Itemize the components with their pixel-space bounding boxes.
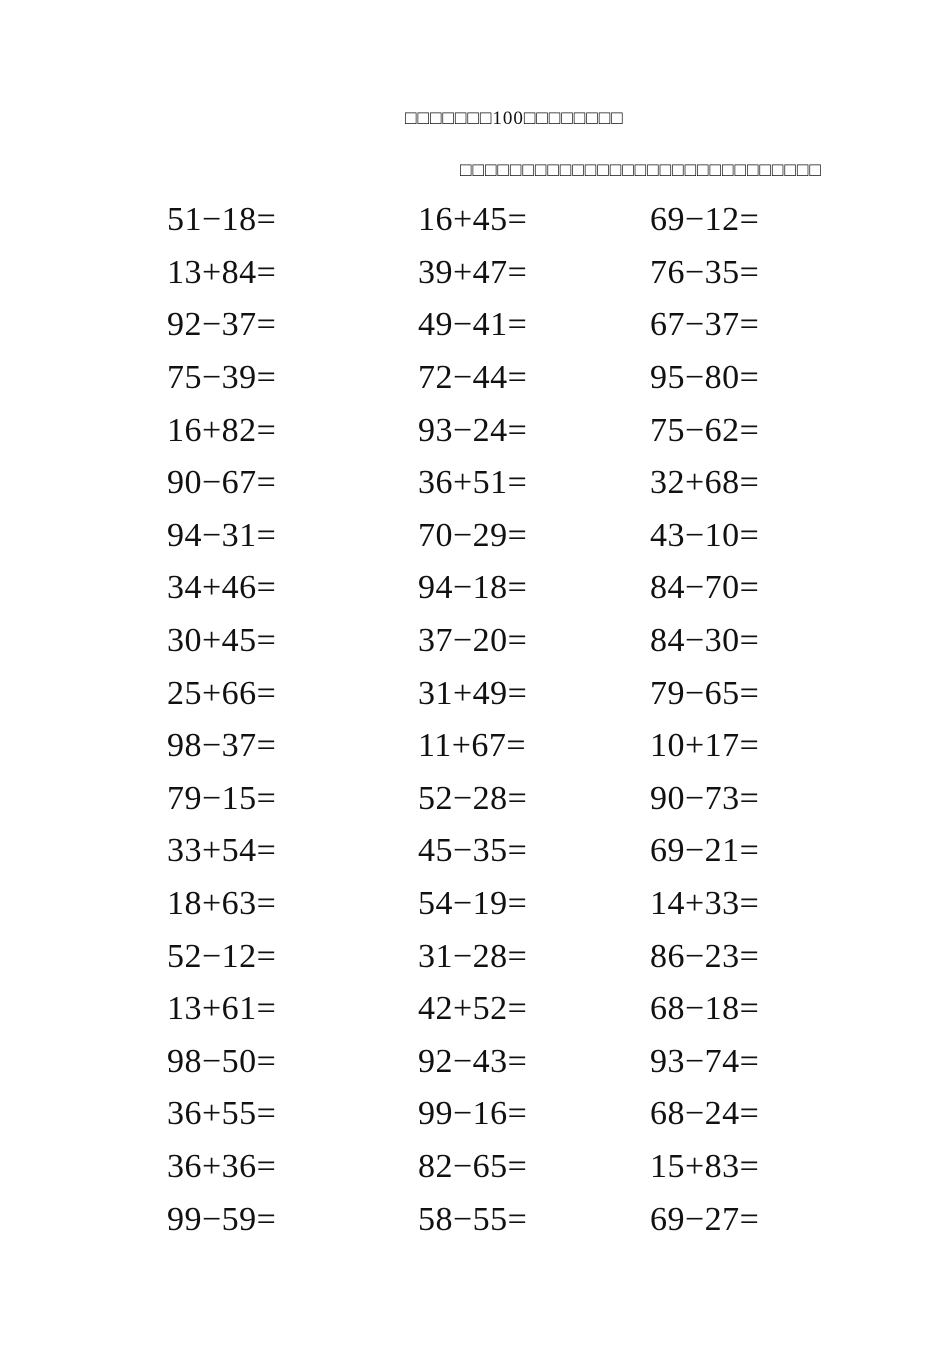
math-problem: 79−65= <box>650 674 760 712</box>
math-problem: 75−39= <box>167 359 277 397</box>
math-problem: 31−28= <box>418 937 528 975</box>
math-problem: 39+47= <box>418 253 528 291</box>
math-problem: 16+45= <box>418 201 528 239</box>
math-problem: 68−18= <box>650 990 760 1028</box>
math-problem: 75−62= <box>650 411 760 449</box>
math-problem: 98−50= <box>167 1042 277 1080</box>
math-problem: 18+63= <box>167 885 277 923</box>
math-problem: 93−74= <box>650 1042 760 1080</box>
math-problem: 67−37= <box>650 306 760 344</box>
math-problem: 49−41= <box>418 306 528 344</box>
math-problem: 37−20= <box>418 622 528 660</box>
math-problem: 36+55= <box>167 1095 277 1133</box>
worksheet-title: □□□□□□□100□□□□□□□□ <box>405 108 624 129</box>
math-problem: 84−70= <box>650 569 760 607</box>
math-problem: 31+49= <box>418 674 528 712</box>
math-problem: 69−27= <box>650 1200 760 1238</box>
math-problem: 99−59= <box>167 1200 277 1238</box>
math-problem: 13+61= <box>167 990 277 1028</box>
math-problem: 69−21= <box>650 832 760 870</box>
math-problem: 33+54= <box>167 832 277 870</box>
math-problem: 13+84= <box>167 253 277 291</box>
math-problem: 43−10= <box>650 516 760 554</box>
math-problem: 72−44= <box>418 359 528 397</box>
math-problem: 79−15= <box>167 779 277 817</box>
math-problem: 45−35= <box>418 832 528 870</box>
math-problem: 94−31= <box>167 516 277 554</box>
math-problem: 86−23= <box>650 937 760 975</box>
math-problem: 92−43= <box>418 1042 528 1080</box>
math-problem: 93−24= <box>418 411 528 449</box>
worksheet-subtitle: □□□□□□□□□□□□□□□□□□□□□□□□□□□□□ <box>460 160 822 181</box>
math-problem: 94−18= <box>418 569 528 607</box>
math-problem: 14+33= <box>650 885 760 923</box>
math-problem: 32+68= <box>650 464 760 502</box>
math-problem: 25+66= <box>167 674 277 712</box>
math-problem: 58−55= <box>418 1200 528 1238</box>
math-problem: 11+67= <box>418 727 527 765</box>
math-problem: 76−35= <box>650 253 760 291</box>
math-problem: 82−65= <box>418 1147 528 1185</box>
math-problem: 84−30= <box>650 622 760 660</box>
math-problem: 34+46= <box>167 569 277 607</box>
math-problem: 30+45= <box>167 622 277 660</box>
math-problem: 98−37= <box>167 727 277 765</box>
math-problem: 52−12= <box>167 937 277 975</box>
math-problem: 52−28= <box>418 779 528 817</box>
math-problem: 51−18= <box>167 201 277 239</box>
math-problem: 68−24= <box>650 1095 760 1133</box>
math-problem: 36+51= <box>418 464 528 502</box>
problem-grid <box>167 194 800 1246</box>
math-problem: 36+36= <box>167 1147 277 1185</box>
math-problem: 10+17= <box>650 727 760 765</box>
math-problem: 16+82= <box>167 411 277 449</box>
math-problem: 90−73= <box>650 779 760 817</box>
math-problem: 54−19= <box>418 885 528 923</box>
math-problem: 70−29= <box>418 516 528 554</box>
math-problem: 95−80= <box>650 359 760 397</box>
math-problem: 15+83= <box>650 1147 760 1185</box>
math-problem: 99−16= <box>418 1095 528 1133</box>
math-problem: 42+52= <box>418 990 528 1028</box>
math-problem: 92−37= <box>167 306 277 344</box>
math-problem: 90−67= <box>167 464 277 502</box>
math-problem: 69−12= <box>650 201 760 239</box>
